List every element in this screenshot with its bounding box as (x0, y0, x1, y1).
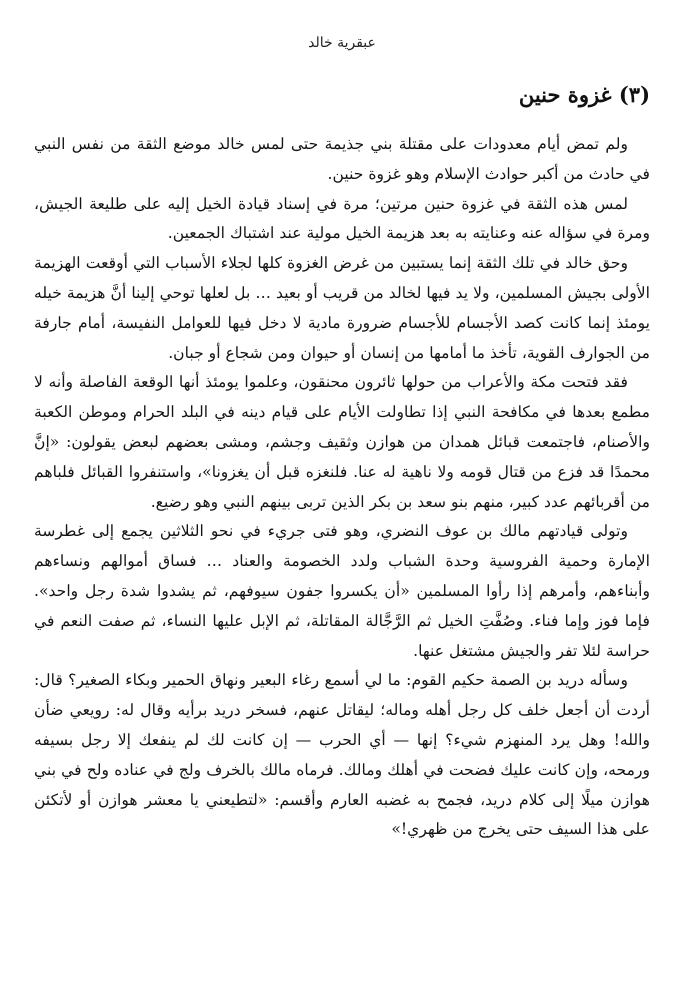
paragraph: ولم تمض أيام معدودات على مقتلة بني جذيمة حتى لمس خالد موضع الثقة من نفس النبي في حادث من أكبر حوادث الإسلام وهو غزوة حنين. (34, 135, 650, 183)
paragraph: وسأله دريد بن الصمة حكيم القوم: ما لي أسمع رغاء البعير ونهاق الحمير وبكاء الصغير؟ قال: أردت أن أجعل خلف كل رجل أهله وماله؛ ليقاتل عنهم، فسخر دريد برأيه وقال له: رويعي ضأن والله! وهل يرد المنهزم شيء؟ إنها — أي الحرب — إن كانت لك لم ينفعك إلا رجل بسيفه ورمحه، وإن كانت عليك فضحت في أهلك ومالك. فرماه مالك بالخرف ولج في عناده ولح في بني هوازن ميلًا إلى كلام دريد، فجمح به غضبه العارم وأقسم: «لتطيعني يا معشر هوازن أو لأتكئن على هذا السيف حتى يخرج من ظهري!» (34, 671, 650, 839)
paragraph: فقد فتحت مكة والأعراب من حولها ثائرون محنقون، وعلموا يومئذ أنها الوقعة الفاصلة وأنه لا مطمع بعدها في مكافحة النبي إذا تطاولت الأيام على قيام دينه في البلد الحرام وموطن الكعبة والأصنام، فاجتمعت قبائل همدان من هوازن وثقيف وجشم، ومشى بعضهم لبعض يقولون: «إنَّ محمدًا قد فزع من قتال قومه ولا ناهية له عنا. فلنغزه قبل أن يغزونا»، واستنفروا القبائل فلباهم من أقربائهم عدد كبير، منهم بنو سعد بن بكر الذين تربى بينهم النبي وهو رضيع. (34, 373, 650, 511)
chapter-title: (٣) غزوة حنين (518, 82, 650, 107)
paragraph: لمس هذه الثقة في غزوة حنين مرتين؛ مرة في إسناد قيادة الخيل إليه على طليعة الجيش، ومرة في سؤاله عنه وعنايته به بعد هزيمة الخيل مولية عند اشتباك الجمعين. (34, 194, 650, 243)
running-header: عبقرية خالد (308, 35, 376, 51)
paragraph: وتولى قيادتهم مالك بن عوف النضري، وهو فتى جريء في نحو الثلاثين يجمع إلى غطرسة الإمارة وحمية الفروسية وحدة الشباب ولدد الخصومة والعناد … فساق أموالهم ونساءهم وأبناءهم، وأمرهم إذا رأوا المسلمين «أن يكسروا جفون سيوفهم، ثم يشدوا شدة رجل واحد». فإما فوز وإما فناء. وصُفَّتِ الخيل ثم الرَّجَّالة المقاتلة، ثم الإبل عليها النساء، ثم صفت النعم في حراسة لئلا تفر والجيش مشتغل عنها. (34, 522, 650, 660)
paragraph: وحق خالد في تلك الثقة إنما يستبين من غرض الغزوة كلها لجلاء الأسباب التي أوقعت الهزيمة الأولى بجيش المسلمين، ولا يد فيها لخالد من قريب أو بعيد … بل لعلها توحي إلينا أنَّ هزيمة خيله يومئذ إنما كانت كصد الأجسام للأجسام ضرورة مادية لا دخل فيها للعوامل النفيسة، أمام جارفة من الجوارف القوية، تأخذ ما أمامها من إنسان أو حيوان ومن شجاع أو جبان. (34, 254, 650, 362)
body-text (34, 130, 650, 845)
